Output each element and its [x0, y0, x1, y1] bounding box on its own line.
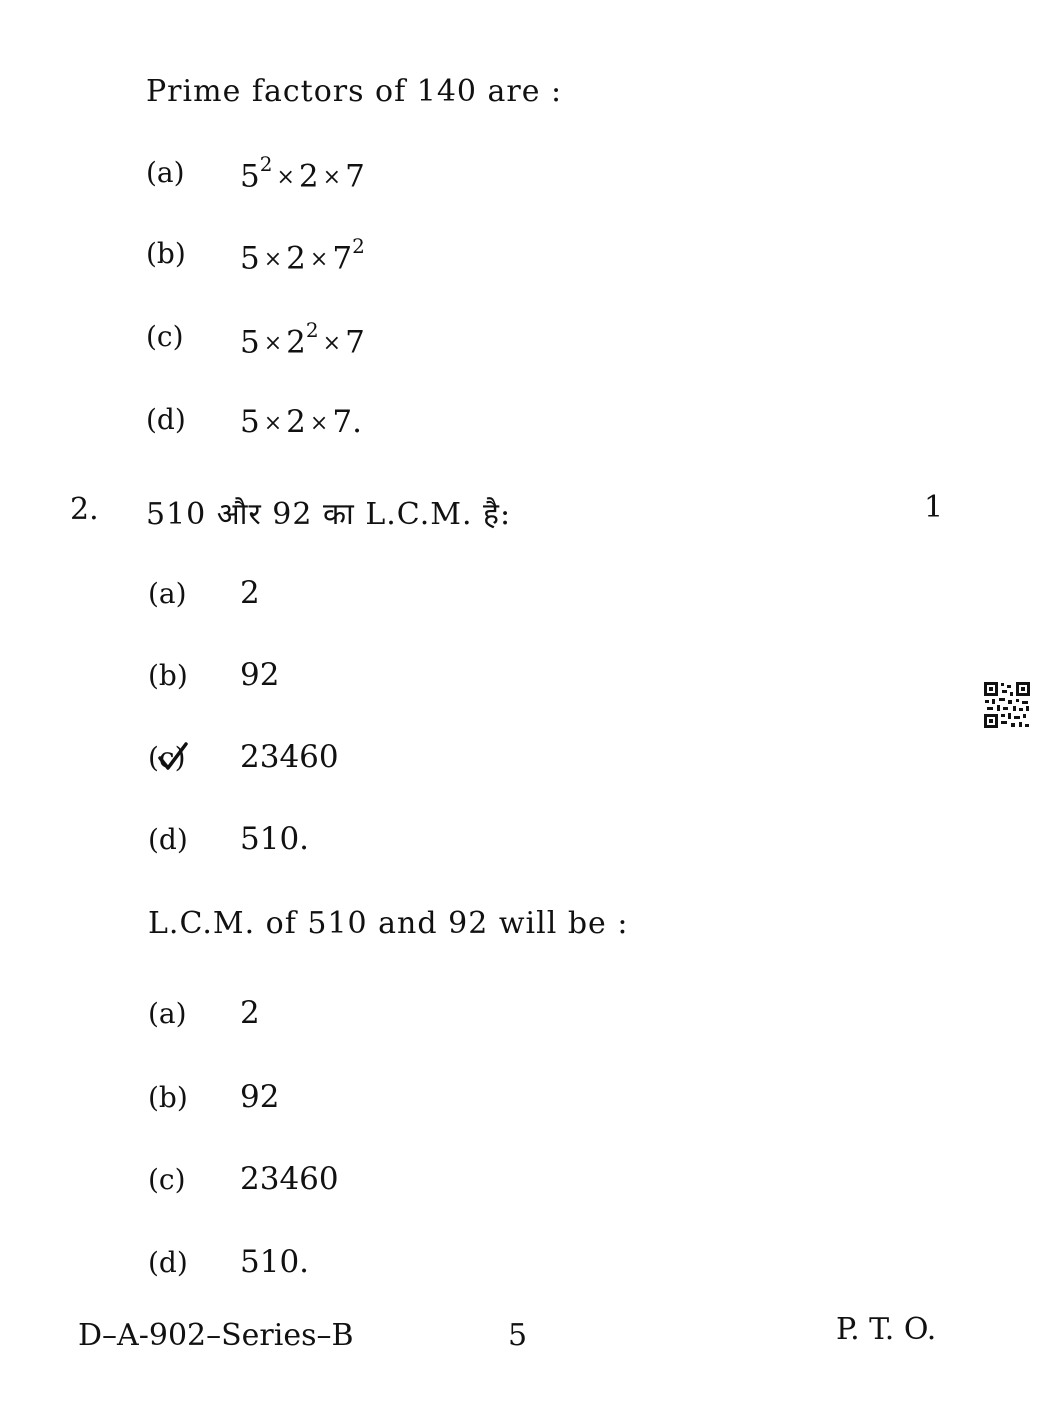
q2-english-option-d-text: 510.: [240, 1244, 310, 1280]
q2-english-option-a-label: (a): [148, 997, 187, 1030]
q2-hindi-option-c-text: 23460: [240, 739, 339, 775]
q2-hindi-option-d-text: 510.: [240, 821, 310, 857]
footer-pto: P. T. O.: [836, 1312, 937, 1347]
q2-hindi-option-b-text: 92: [240, 657, 280, 693]
q2-english-option-c-label: (c): [148, 1163, 186, 1196]
footer-page-number: 5: [508, 1318, 528, 1353]
q2-marks: 1: [924, 490, 944, 525]
q2-english-option-d-label: (d): [148, 1246, 188, 1279]
q1-option-b-label: (b): [146, 237, 186, 270]
q2-hindi-option-c-label: (c): [148, 741, 186, 774]
q2-hindi-option-a-text: 2: [240, 575, 260, 611]
tick-mark-icon: [146, 740, 194, 774]
q2-stem-english: L.C.M. of 510 and 92 will be :: [148, 906, 629, 941]
footer-paper-code: D–A-902–Series–B: [78, 1318, 354, 1353]
qr-code-icon: [983, 681, 1031, 729]
q2-english-option-c-text: 23460: [240, 1161, 339, 1197]
q1-option-a-text: $5^2\times 2 \times 7$: [240, 152, 365, 195]
q1-option-d-label: (d): [146, 403, 186, 436]
q1-option-d-text: 5 × 2 × 7.: [240, 404, 362, 440]
q2-hindi-option-a-label: (a): [148, 577, 187, 610]
q1-option-a-label: (a): [146, 156, 185, 189]
q2-number: 2.: [70, 492, 99, 527]
q2-english-option-b-text: 92: [240, 1079, 280, 1115]
q2-english-option-b-label: (b): [148, 1081, 188, 1114]
q2-hindi-option-d-label: (d): [148, 823, 188, 856]
q1-option-c-text: $5 \times 2^2\times 7$: [240, 318, 365, 361]
q2-english-option-a-text: 2: [240, 995, 260, 1031]
q2-hindi-option-b-label: (b): [148, 659, 188, 692]
q2-stem-hindi: 510 और 92 का L.C.M. है:: [146, 497, 512, 532]
q1-stem: Prime factors of 140 are :: [146, 74, 563, 109]
q1-option-c-label: (c): [146, 320, 184, 353]
q1-option-b-text: $5 \times 2 \times 7^2$: [240, 234, 365, 277]
